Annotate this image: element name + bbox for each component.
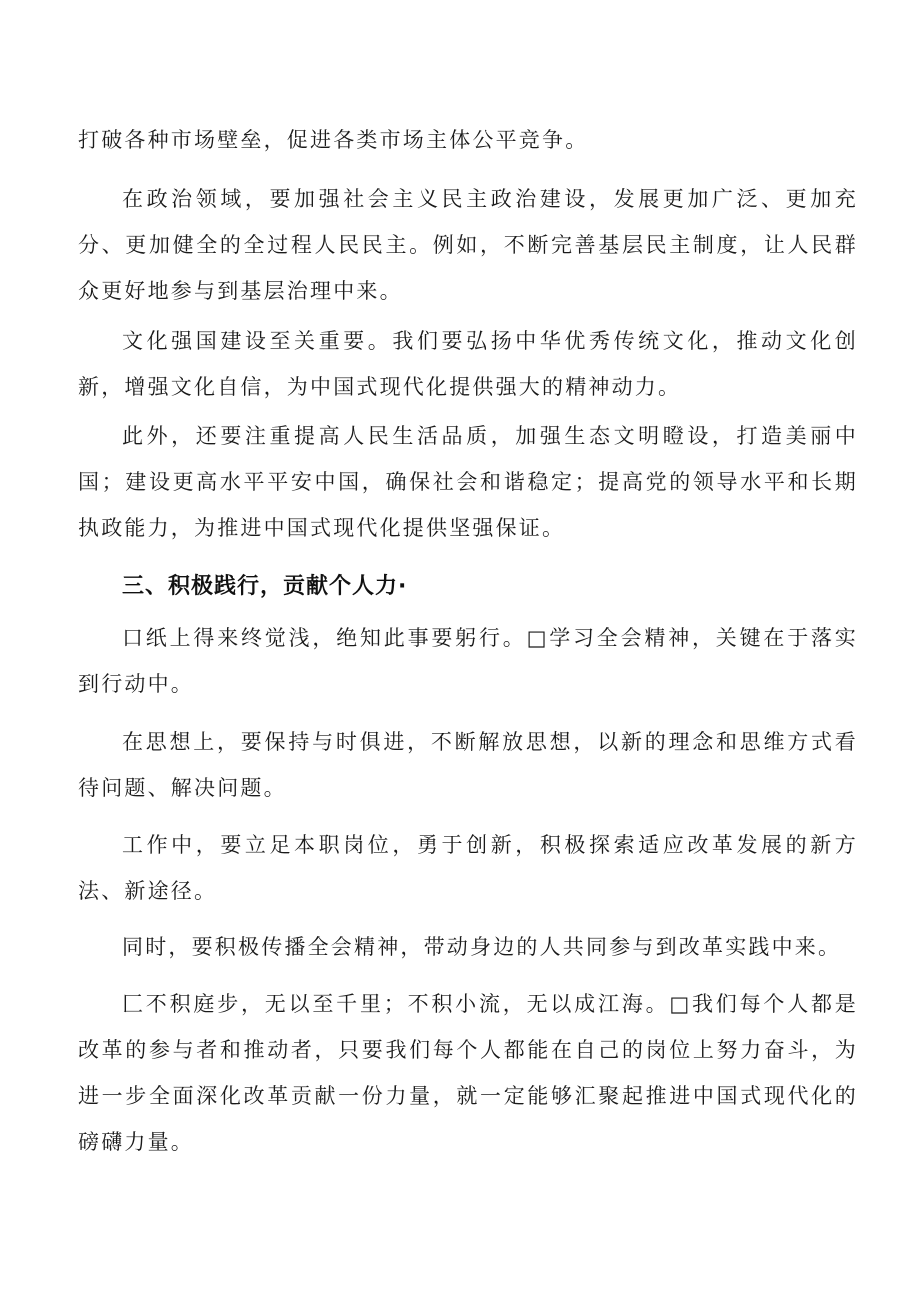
paragraph-political-democracy: 在政治领域，要加强社会主义民主政治建设，发展更加广泛、更加充分、更加健全的全过程人民民主。例如，不断完善基层民主制度，让人民群众更好地参与到基层治理中来。: [78, 187, 858, 303]
paragraph-spread-spirit: 同时，要积极传播全会精神，带动身边的人共同参与到改革实践中来。: [122, 935, 842, 959]
paragraph-market-competition: 打破各种市场壁垒，促进各类市场主体公平竞争。: [78, 128, 589, 152]
paragraph-cultural-power: 文化强国建设至关重要。我们要弘扬中华优秀传统文化，推动文化创新，增强文化自信，为中国式现代化提供强大的精神动力。: [78, 329, 858, 399]
paragraph-everyone-contributes: 匚不积庭步，无以至千里；不积小流，无以成江海。□我们每个人都是改革的参与者和推动者，只要我们每个人都能在自己的岗位上努力奋斗，为进一步全面深化改革贡献一份力量，就一定能够汇聚起推进中国式现代化的磅礴力量。: [78, 992, 858, 1154]
paragraph-practice-action: 口纸上得来终觉浅，绝知此事要躬行。□学习全会精神，关键在于落实到行动中。: [78, 626, 858, 696]
section-heading-three: 三、积极践行，贡献个人力·: [122, 574, 408, 599]
paragraph-thinking: 在思想上，要保持与时俱进，不断解放思想，以新的理念和思维方式看待问题、解决问题。: [78, 730, 858, 800]
paragraph-living-quality: 此外，还要注重提高人民生活品质，加强生态文明瞪设，打造美丽中国；建设更高水平平安中国，确保社会和谐稳定；提高党的领导水平和长期执政能力，为推进中国式现代化提供坚强保证。: [78, 424, 858, 540]
paragraph-work: 工作中，要立足本职岗位，勇于创新，积极探索适应改革发展的新方法、新途径。: [78, 833, 858, 903]
